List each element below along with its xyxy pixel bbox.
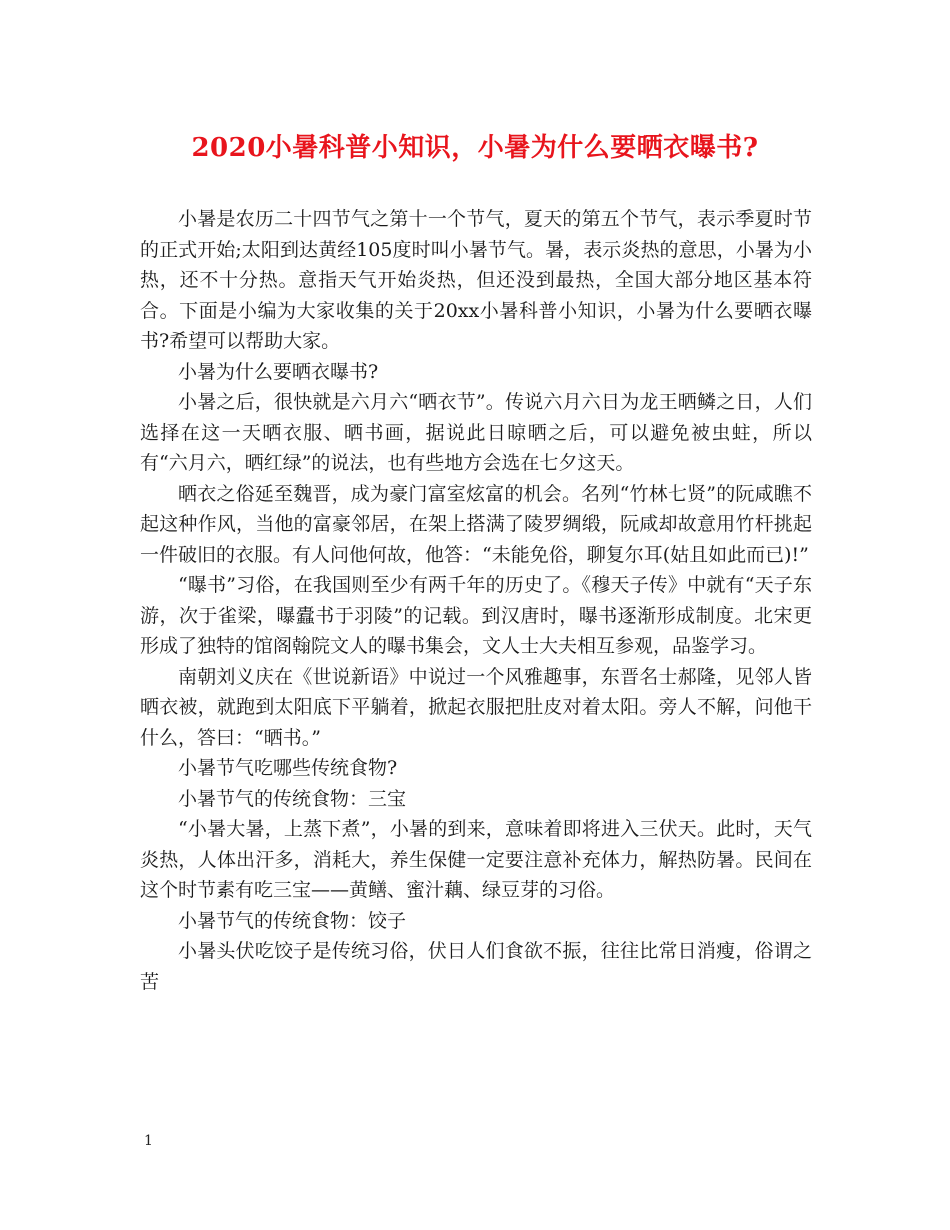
- section-heading-why-sun-clothes: 小暑为什么要晒衣曝书?: [178, 360, 379, 383]
- paragraph-three-treasures: “小暑大暑，上蒸下煮”，小暑的到来，意味着即将进入三伏天。此时，天气炎热，人体出汗多，消耗大，养生保健一定要注意补充体力，解热防暑。民间在这个时节素有吃三宝——黄鳝、蜜汁藕、绿豆芽的习俗。: [140, 818, 812, 901]
- paragraph-wei-jin: 晒衣之俗延至魏晋，成为豪门富室炫富的机会。名列“竹林七贤”的阮咸瞧不起这种作风，当他的富豪邻居，在架上搭满了陵罗绸缎，阮咸却故意用竹杆挑起一件破旧的衣服。有人问他何故，他答：“未能免俗，聊复尔耳(姑且如此而已)!”: [140, 482, 812, 566]
- article-body: [140, 204, 812, 997]
- paragraph-dumplings: 小暑头伏吃饺子是传统习俗，伏日人们食欲不振，往往比常日消瘦，俗谓之苦: [140, 940, 812, 993]
- section-heading-traditional-foods: 小暑节气吃哪些传统食物?: [178, 757, 398, 779]
- page-number: 1: [144, 1133, 153, 1149]
- paragraph-book-sunning: “曝书”习俗，在我国则至少有两千年的历史了。《穆天子传》中就有“天子东游，次于雀梁，曝蠹书于羽陵”的记载。到汉唐时，曝书逐渐形成制度。北宋更形成了独特的馆阁翰院文人的曝书集会，文人士大夫相互参观，品鉴学习。: [140, 574, 812, 657]
- paragraph-intro: 小暑是农历二十四节气之第十一个节气，夏天的第五个节气，表示季夏时节的正式开始;太阳到达黄经105度时叫小暑节气。暑，表示炎热的意思，小暑为小热，还不十分热。意指天气开始炎热，但还没到最热，全国大部分地区基本符合。下面是小编为大家收集的关于20xx小暑科普小知识，小暑为什么要晒衣曝书?希望可以帮助大家。: [140, 208, 812, 352]
- subheading-three-treasures: 小暑节气的传统食物：三宝: [178, 787, 407, 810]
- paragraph-june-sixth: 小暑之后，很快就是六月六“晒衣节”。传说六月六日为龙王晒鳞之日，人们选择在这一天晒衣服、晒书画，据说此日晾晒之后，可以避免被虫蛀，所以有“六月六，晒红绿”的说法，也有些地方会选在七夕这天。: [140, 391, 812, 474]
- page-title: 2020小暑科普小知识，小暑为什么要晒衣曝书?: [191, 133, 759, 163]
- subheading-dumplings: 小暑节气的传统食物：饺子: [178, 909, 407, 932]
- paragraph-shishuo-xinyu: 南朝刘义庆在《世说新语》中说过一个风雅趣事，东晋名士郝隆，见邻人皆晒衣被，就跑到太阳底下平躺着，掀起衣服把肚皮对着太阳。旁人不解，问他干什么，答曰：“晒书。”: [140, 665, 812, 749]
